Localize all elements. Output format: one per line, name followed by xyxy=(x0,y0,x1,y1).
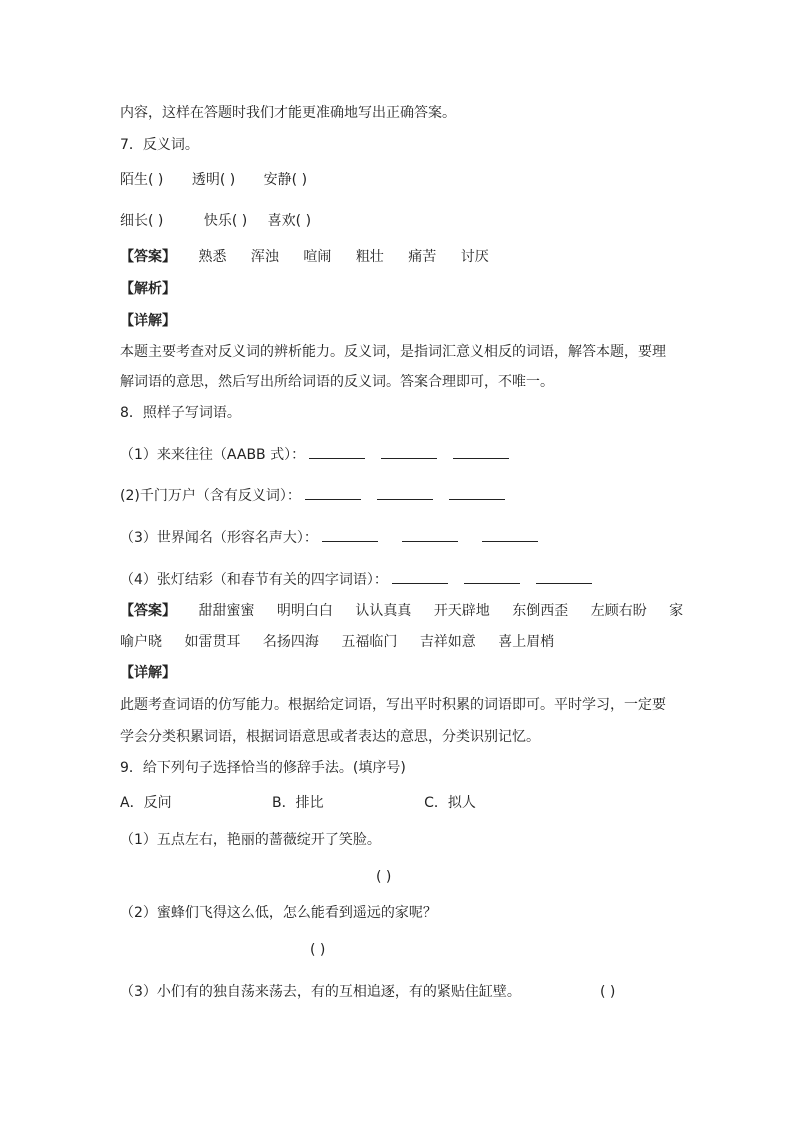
q8-answer-item: 吉祥如意 xyxy=(419,634,476,650)
q8-answer-item: 喻户晓 xyxy=(120,634,162,650)
q8-answer-item: 东倒西歪 xyxy=(512,603,569,619)
q9-sentence-1: （1）五点左右，艳丽的蔷薇绽开了笑脸。 xyxy=(120,832,381,848)
q7-item: 透明( ) xyxy=(191,172,236,188)
q8-answer-line1 xyxy=(120,604,683,618)
q8-item-text: （1）来来往往（AABB 式）： xyxy=(120,447,306,463)
q7-answer-item: 浑浊 xyxy=(250,249,279,265)
blank-line[interactable] xyxy=(392,569,448,584)
q8-answer-item: 认认真真 xyxy=(355,603,412,619)
q8-detail-line2: 学会分类积累词语，根据词语意思或者表达的意思，分类识别记忆。 xyxy=(120,729,540,745)
blank-line[interactable] xyxy=(449,485,505,500)
q8-answer-item: 明明白白 xyxy=(276,603,333,619)
blank-line[interactable] xyxy=(482,527,538,542)
blank-line[interactable] xyxy=(402,527,458,542)
q7-item: 喜欢( ) xyxy=(267,213,312,229)
q8-detail-line1: 此题考查词语的仿写能力。根据给定词语，写出平时积累的词语即可。平时学习，一定要 xyxy=(120,697,666,713)
q7-item: 细长( ) xyxy=(120,213,164,229)
q8-item-text: (2)千门万户（含有反义词）： xyxy=(120,488,301,504)
blank-line[interactable] xyxy=(536,569,592,584)
q8-answer-item: 左顾右盼 xyxy=(590,603,647,619)
q8-answer-line2 xyxy=(120,635,554,649)
q7-row2 xyxy=(120,214,311,228)
q7-detail-line2: 解词语的意思，然后写出所给词语的反义词。答案合理即可，不唯一。 xyxy=(120,374,554,390)
intro-tail: 内容，这样在答题时我们才能更准确地写出正确答案。 xyxy=(120,105,456,121)
q7-answer-item: 喧闹 xyxy=(303,249,332,265)
q7-detail-label: 【详解】 xyxy=(120,313,176,329)
q8-title: 8．照样子写词语。 xyxy=(120,405,241,421)
blank-line[interactable] xyxy=(464,569,520,584)
q7-detail-line1: 本题主要考查对反义词的辨析能力。反义词，是指词汇意义相反的词语，解答本题，要理 xyxy=(120,344,666,360)
q7-item: 陌生( ) xyxy=(120,172,164,188)
q8-answer-item: 五福临门 xyxy=(341,634,398,650)
q8-item-4 xyxy=(120,569,596,587)
blank-line[interactable] xyxy=(322,527,378,542)
q7-item: 快乐( ) xyxy=(203,213,248,229)
q7-item: 安静( ) xyxy=(263,172,308,188)
q9-option-b: B．排比 xyxy=(272,795,324,811)
q7-answer-item: 讨厌 xyxy=(460,249,489,265)
blank-line[interactable] xyxy=(305,485,361,500)
q8-item-3 xyxy=(120,527,542,545)
q9-sentence-3: （3）小们有的独自荡来荡去，有的互相追逐，有的紧贴住缸壁。 xyxy=(120,984,521,1000)
q9-option-c: C．拟人 xyxy=(424,795,476,811)
q8-answer-item: 如雷贯耳 xyxy=(184,634,241,650)
q8-answer-item: 开天辟地 xyxy=(433,603,490,619)
q9-title: 9．给下列句子选择恰当的修辞手法。(填序号) xyxy=(120,760,406,776)
q7-title: 7．反义词。 xyxy=(120,137,199,153)
q9-answer-paren-2[interactable]: ( ) xyxy=(310,942,326,958)
blank-line[interactable] xyxy=(377,485,433,500)
q7-answer-item: 痛苦 xyxy=(408,249,437,265)
q8-item-1 xyxy=(120,444,513,462)
q8-item-text: （3）世界闻名（形容名声大）： xyxy=(120,530,318,546)
q7-answer xyxy=(120,250,509,264)
answer-label: 【答案】 xyxy=(120,603,176,619)
q7-answer-item: 熟悉 xyxy=(198,249,227,265)
q8-answer-item: 名扬四海 xyxy=(262,634,319,650)
blank-line[interactable] xyxy=(453,444,509,459)
answer-label: 【答案】 xyxy=(120,249,176,265)
q9-sentence-2: （2）蜜蜂们飞得这么低，怎么能看到遥远的家呢？ xyxy=(120,905,437,921)
q9-answer-paren-3[interactable]: ( ) xyxy=(600,984,616,1000)
q7-analysis-label: 【解析】 xyxy=(120,281,176,297)
q8-answer-item: 家 xyxy=(669,603,684,619)
q9-answer-paren-1[interactable]: ( ) xyxy=(376,869,392,885)
q7-answer-item: 粗壮 xyxy=(355,249,384,265)
q8-answer-item: 甜甜蜜蜜 xyxy=(198,603,255,619)
blank-line[interactable] xyxy=(381,444,437,459)
q8-item-text: （4）张灯结彩（和春节有关的四字词语）： xyxy=(120,572,388,588)
q9-option-a: A．反问 xyxy=(120,795,172,811)
q8-answer-item: 喜上眉梢 xyxy=(498,634,555,650)
q7-row1 xyxy=(120,173,307,187)
blank-line[interactable] xyxy=(309,444,365,459)
q8-detail-label: 【详解】 xyxy=(120,665,176,681)
q9-options xyxy=(120,796,476,810)
q8-item-2 xyxy=(120,485,509,503)
